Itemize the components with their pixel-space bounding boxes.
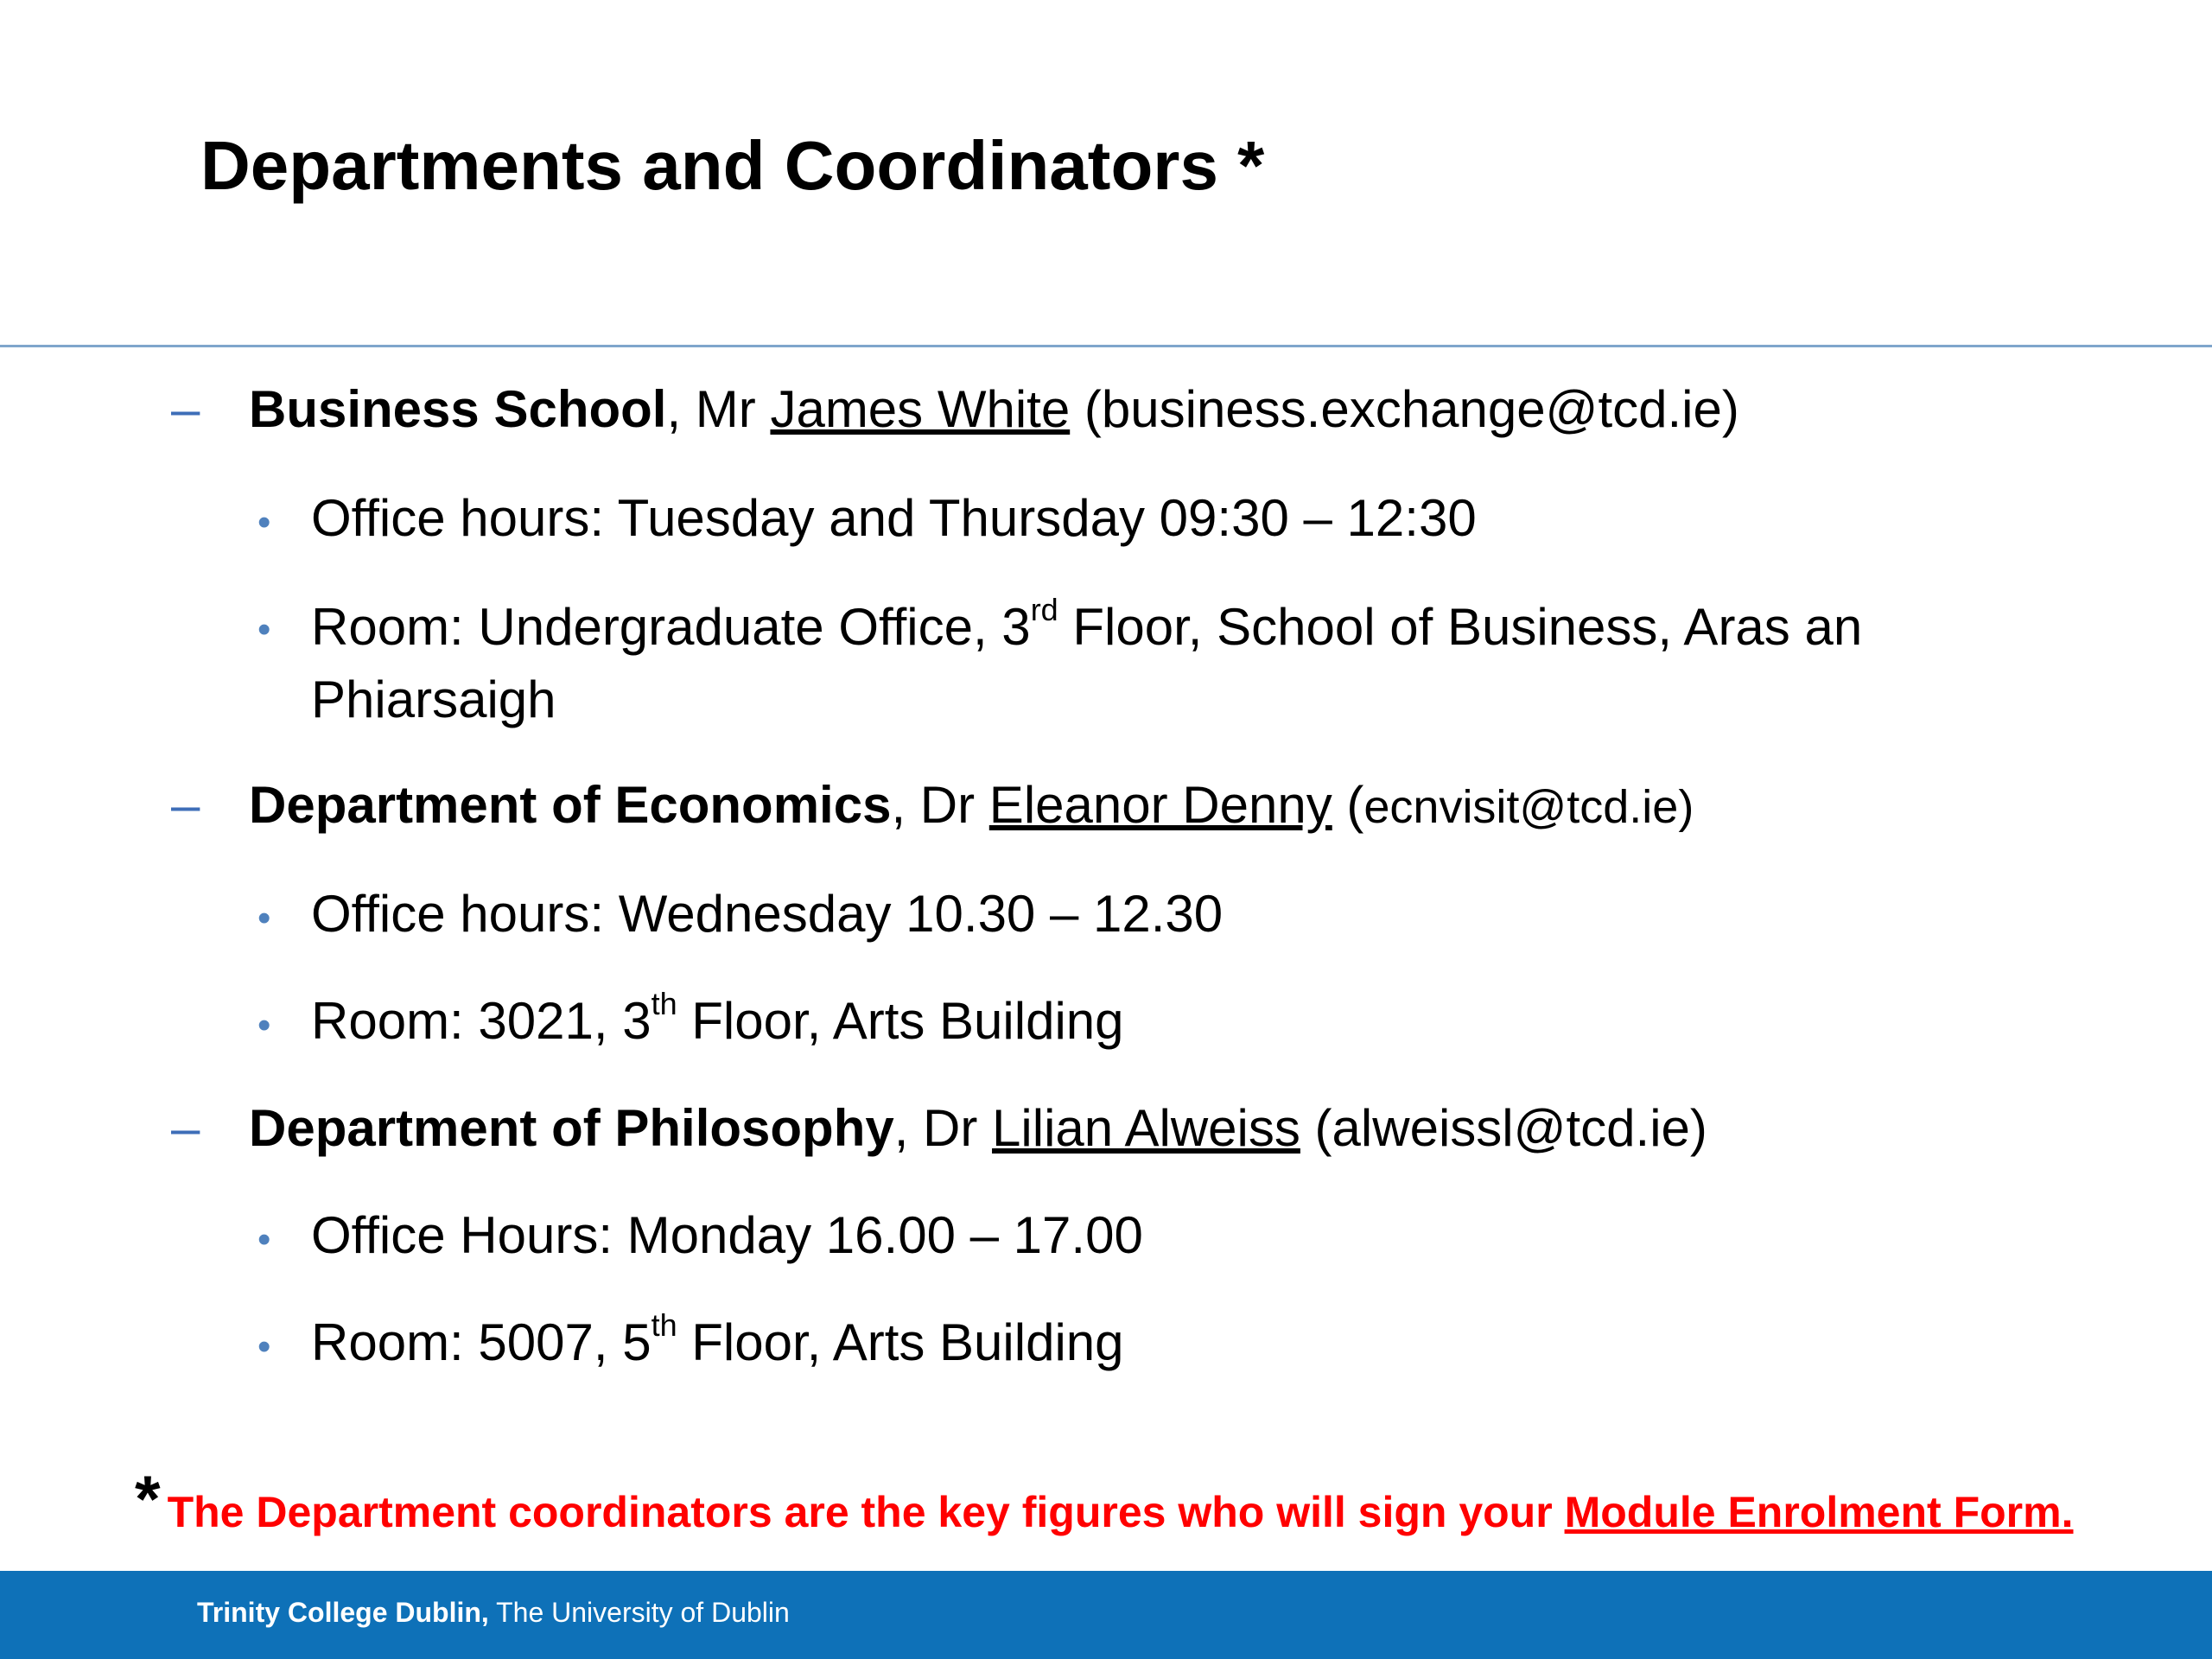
bullet-marker: •: [257, 897, 271, 939]
institution-subtitle: The University of Dublin: [488, 1597, 790, 1628]
slide-title: Departments and Coordinators *: [200, 127, 1265, 204]
title-prefix: , Mr: [666, 380, 771, 438]
room-suffix: Floor, Arts Building: [677, 1313, 1124, 1371]
dash-marker: –: [171, 776, 200, 834]
dash-marker: –: [171, 380, 200, 438]
office-hours: Office Hours: Monday 16.00 – 17.00: [311, 1206, 1143, 1264]
bullet-marker: •: [257, 1325, 271, 1368]
coordinator-email: (business.exchange@tcd.ie): [1070, 380, 1739, 438]
room-ordinal: rd: [1030, 592, 1058, 627]
coordinator-link[interactable]: James White: [770, 380, 1071, 438]
title-prefix: , Dr: [893, 1099, 993, 1157]
department-heading-business: [249, 378, 1739, 441]
bullet-marker: •: [257, 608, 271, 651]
title-divider: [0, 345, 2212, 347]
asterisk-marker: *: [135, 1463, 161, 1536]
room-ordinal: th: [651, 986, 677, 1021]
department-heading-philosophy: [249, 1097, 1707, 1160]
coordinator-link[interactable]: Lilian Alweiss: [992, 1099, 1300, 1157]
room-info: [311, 1306, 1124, 1379]
bullet-marker: •: [257, 1218, 271, 1261]
department-heading-economics: [249, 774, 1694, 836]
department-name: Department of Economics: [249, 776, 892, 834]
department-name: Department of Philosophy: [249, 1099, 894, 1157]
title-prefix: , Dr: [891, 776, 989, 834]
room-info: [311, 985, 1124, 1058]
department-name: Business School: [249, 380, 667, 438]
institution-name: Trinity College Dublin,: [197, 1597, 489, 1628]
email-open-paren: (: [1332, 776, 1364, 834]
footnote-text: The Department coordinators are the key figures who will sign your: [167, 1488, 1565, 1536]
dash-marker: –: [171, 1099, 200, 1157]
room-info: [311, 591, 2005, 736]
module-enrolment-form-link[interactable]: Module Enrolment Form.: [1564, 1488, 2074, 1536]
office-hours: Office hours: Tuesday and Thursday 09:30 – 12:30: [311, 489, 1477, 547]
room-suffix: Floor, School of Business, Aras an Phiarsaigh: [311, 598, 1863, 728]
office-hours: Office hours: Wednesday 10.30 – 12.30: [311, 885, 1224, 943]
room-prefix: Room: 3021, 3: [311, 992, 652, 1050]
coordinator-link[interactable]: Eleanor Denny: [988, 776, 1332, 834]
room-prefix: Room: Undergraduate Office, 3: [311, 598, 1031, 656]
room-prefix: Room: 5007, 5: [311, 1313, 652, 1371]
coordinator-email: ecnvisit@tcd.ie): [1363, 781, 1694, 833]
footer-text: [197, 1597, 790, 1629]
footnote: [135, 1460, 2073, 1539]
room-suffix: Floor, Arts Building: [677, 992, 1124, 1050]
footer-bar: [0, 1571, 2212, 1659]
bullet-marker: •: [257, 501, 271, 543]
room-ordinal: th: [651, 1307, 677, 1343]
bullet-marker: •: [257, 1004, 271, 1046]
coordinator-email: (alweissl@tcd.ie): [1300, 1099, 1707, 1157]
